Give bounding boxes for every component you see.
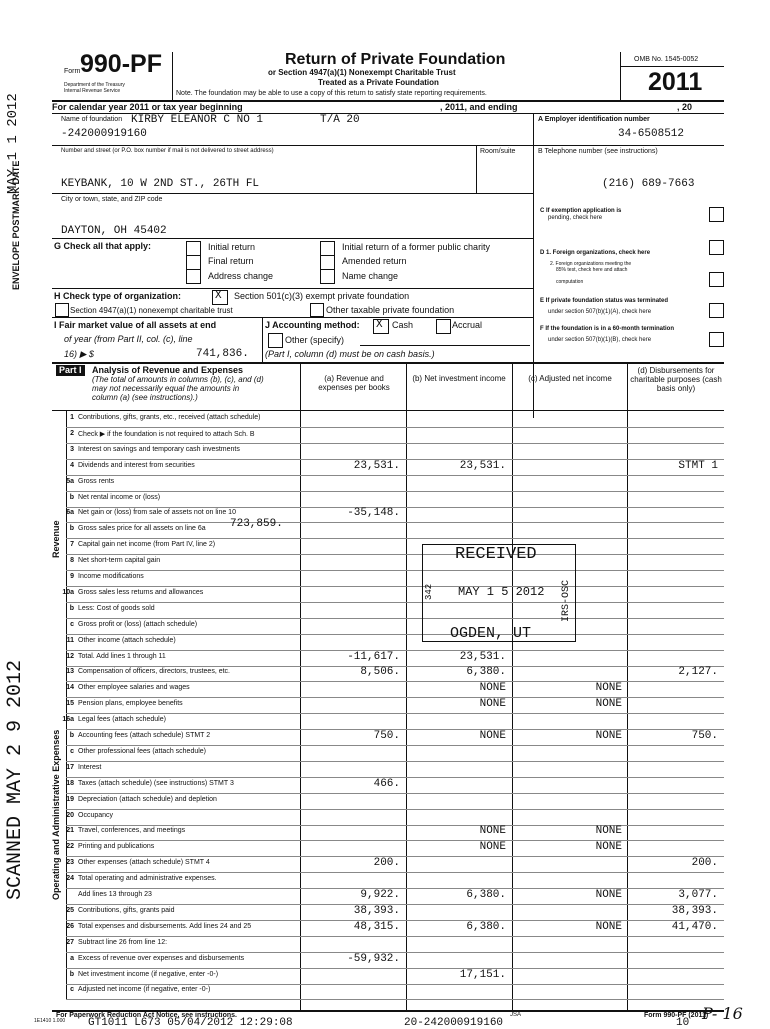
row-number: 11	[66, 637, 74, 644]
row-divider	[66, 634, 724, 635]
cell-b: 23,531.	[459, 651, 506, 663]
cell-b: 23,531.	[459, 460, 506, 472]
row-label: Net short-term capital gain	[78, 557, 161, 564]
cell-a: -59,932.	[347, 953, 400, 965]
form-ref: Form 990-PF (2011)	[644, 1012, 709, 1019]
cell-c: NONE	[595, 730, 622, 742]
jsa-label: JSA	[510, 1012, 522, 1018]
row-divider	[66, 522, 724, 523]
4947-label: Section 4947(a)(1) nonexempt charitable trust	[70, 306, 233, 315]
table-row	[60, 891, 300, 902]
row-number: 18	[66, 780, 74, 787]
f-label2: under section 507(b)(1)(B), check here	[548, 337, 652, 343]
row-label: Net investment income (if negative, enter -0-)	[78, 971, 219, 978]
city-label: City or town, state, and ZIP code	[61, 196, 163, 203]
c-label: C If exemption application is	[540, 208, 622, 214]
row-number: 17	[66, 764, 74, 771]
tax-year: 2011	[648, 68, 703, 96]
table-row	[60, 907, 300, 918]
footer-code-small: 1E1410 1.000	[34, 1018, 66, 1024]
row-label: Add lines 13 through 23	[78, 891, 152, 898]
name-label: Name of foundation	[61, 116, 123, 123]
row-number: 13	[66, 668, 74, 675]
d2-checkbox[interactable]	[709, 272, 724, 287]
room-label: Room/suite	[480, 148, 516, 155]
row-label: Depreciation (attach schedule) and depletion	[78, 796, 217, 803]
cell-b: 6,380.	[466, 921, 506, 933]
table-row	[60, 875, 300, 886]
cell-a: 9,922.	[360, 889, 400, 901]
stamp-right-code: IRS-OSC	[561, 579, 572, 622]
foundation-name-line2: -242000919160	[61, 128, 147, 140]
table-row	[60, 939, 300, 950]
row-label: Capital gain net income (from Part IV, line 2)	[78, 541, 216, 548]
row-number: 25	[66, 907, 74, 914]
e-label2: under section 507(b)(1)(A), check here	[548, 309, 652, 315]
row-label: Contributions, gifts, grants paid	[78, 907, 175, 914]
table-row	[60, 700, 300, 711]
cell-a: 466.	[373, 778, 400, 790]
amended-return-label: Amended return	[342, 256, 407, 266]
row-number: b	[69, 525, 74, 532]
row-label: Total. Add lines 1 through 11	[78, 653, 166, 660]
cash-label: Cash	[392, 320, 414, 330]
row-number: 12	[66, 653, 74, 660]
table-row	[60, 812, 300, 823]
part1-title: Analysis of Revenue and Expenses	[92, 365, 244, 375]
form-prefix: Form	[64, 68, 81, 75]
ein-label: A Employer identification number	[538, 116, 650, 123]
table-row	[60, 446, 300, 457]
envelope-postmark-label: ENVELOPE POSTMARK DATE	[11, 160, 21, 290]
e-label: E If private foundation status was terminated	[540, 298, 669, 304]
name-change-checkbox[interactable]	[320, 269, 335, 284]
i-line2: of year (from Part II, col. (c), line	[64, 334, 193, 344]
col-d-header: (d) Disbursements for charitable purposes (cash basis only)	[630, 366, 722, 393]
page-number: 10	[676, 1017, 690, 1029]
row-number: 2	[70, 430, 74, 437]
row-label: Other professional fees (attach schedule)	[78, 748, 207, 755]
side-expenses-label: Operating and Administrative Expenses	[51, 729, 61, 900]
table-row	[60, 859, 300, 870]
row-divider	[66, 840, 724, 841]
row-number: 8	[70, 557, 74, 564]
table-row	[60, 430, 300, 441]
row-label: Net rental income or (loss)	[78, 494, 161, 501]
table-row	[60, 462, 300, 473]
row-divider	[66, 475, 724, 476]
row-label: Net gain or (loss) from sale of assets not on line 10	[78, 509, 236, 516]
city-value: DAYTON, OH 45402	[61, 225, 167, 237]
row-label: Interest on savings and temporary cash investments	[78, 446, 240, 453]
row-label: Interest	[78, 764, 102, 771]
501c3-mark: X	[215, 290, 222, 302]
d1-checkbox[interactable]	[709, 240, 724, 255]
form-title: Return of Private Foundation	[285, 51, 506, 68]
table-row	[60, 780, 300, 791]
stamp-received: RECEIVED	[455, 545, 537, 564]
table-row	[60, 923, 300, 934]
row-label: Gross sales price for all assets on line 6a	[78, 525, 206, 532]
table-row	[60, 589, 300, 600]
row-number: 23	[66, 859, 74, 866]
cell-a: 200.	[373, 857, 400, 869]
row-number: 26	[66, 923, 74, 930]
cell-b: NONE	[479, 698, 506, 710]
d2-label-a: 2. Foreign organizations meeting the	[550, 261, 632, 267]
cell-a: 38,393.	[353, 905, 400, 917]
footer-line: GT1011 L673 05/04/2012 12:29:08	[88, 1017, 293, 1029]
row-number: 27	[66, 939, 74, 946]
table-row	[60, 748, 300, 759]
row-divider	[66, 713, 724, 714]
row-number: 20	[66, 812, 74, 819]
row-number: 15	[66, 700, 74, 707]
row-label: Gross sales less returns and allowances	[78, 589, 204, 596]
row-label: Adjusted net income (if negative, enter -0-)	[78, 986, 211, 993]
row-number: 16a	[62, 716, 74, 723]
g-label: G Check all that apply:	[54, 241, 152, 251]
row-divider	[66, 570, 724, 571]
row-number: c	[70, 621, 74, 628]
street-value: KEYBANK, 10 W 2ND ST., 26TH FL	[61, 178, 260, 190]
comma-20: , 20	[677, 102, 693, 112]
side-revenue-label: Revenue	[51, 520, 61, 558]
row-label: Taxes (attach schedule) (see instructions) STMT 3	[78, 780, 234, 787]
i-line1: I Fair market value of all assets at end	[54, 320, 217, 330]
cell-b: NONE	[479, 682, 506, 694]
e-checkbox[interactable]	[709, 303, 724, 318]
row-divider	[66, 745, 724, 746]
row-divider	[66, 761, 724, 762]
initial-return-checkbox[interactable]	[186, 241, 201, 256]
cell-b: 17,151.	[459, 969, 506, 981]
row-number: b	[69, 732, 74, 739]
c-label2: pending, check here	[548, 215, 603, 221]
form-note: Note. The foundation may be able to use a copy of this return to satisfy state reporting requirements.	[176, 90, 487, 97]
row-label: Accounting fees (attach schedule) STMT 2	[78, 732, 211, 739]
ein-value: 34-6508512	[618, 128, 685, 140]
cell-d: 750.	[691, 730, 718, 742]
row-number: c	[70, 748, 74, 755]
cell-d: 200.	[691, 857, 718, 869]
d1-label: D 1. Foreign organizations, check here	[540, 250, 651, 256]
amended-return-checkbox[interactable]	[320, 255, 335, 270]
cell-c: NONE	[595, 921, 622, 933]
d2-label-b: 85% test, check here and attach	[556, 267, 628, 273]
row-number: 9	[70, 573, 74, 580]
col-a-header: (a) Revenue and expenses per books	[318, 374, 390, 392]
row-label: Gross profit or (loss) (attach schedule)	[78, 621, 198, 628]
table-row	[60, 621, 300, 632]
former-charity-label: Initial return of a former public charity	[342, 242, 491, 252]
row-label: Compensation of officers, directors, trustees, etc.	[78, 668, 230, 675]
cell-b: 6,380.	[466, 666, 506, 678]
row-label: Excess of revenue over expenses and disbursements	[78, 955, 245, 962]
row-number: 3	[70, 446, 74, 453]
cell-c: NONE	[595, 682, 622, 694]
row-label: Dividends and interest from securities	[78, 462, 195, 469]
name-change-label: Name change	[342, 271, 399, 281]
other-method-label: Other (specify)	[285, 335, 345, 345]
row-number: 22	[66, 843, 74, 850]
part1-desc3: column (a) (see instructions).)	[92, 393, 198, 402]
row-number: 14	[66, 684, 74, 691]
cell-b: NONE	[479, 841, 506, 853]
handwritten-page: P- 16	[702, 1004, 743, 1023]
form-subtitle2: Treated as a Private Foundation	[318, 78, 439, 87]
other-taxable-checkbox[interactable]	[310, 303, 324, 317]
accrual-checkbox[interactable]	[436, 319, 451, 334]
row-label: Pension plans, employee benefits	[78, 700, 183, 707]
former-charity-checkbox[interactable]	[320, 241, 335, 256]
row-number: b	[69, 971, 74, 978]
row-label: Less: Cost of goods sold	[78, 605, 155, 612]
street-label: Number and street (or P.O. box number if mail is not delivered to street address)	[61, 148, 274, 154]
row-divider	[66, 554, 724, 555]
j-label: J Accounting method:	[265, 320, 360, 330]
row-label: Travel, conferences, and meetings	[78, 827, 186, 834]
row-label: Income modifications	[78, 573, 144, 580]
table-row	[60, 764, 300, 775]
address-change-checkbox[interactable]	[186, 269, 201, 284]
final-return-checkbox[interactable]	[186, 255, 201, 270]
row-divider	[66, 602, 724, 603]
row-divider	[66, 825, 724, 826]
row-number: 6a	[66, 509, 74, 516]
scanned-stamp: SCANNED MAY 2 9 2012	[4, 659, 27, 900]
fair-market-value: 741,836.	[196, 348, 249, 360]
table-row	[60, 478, 300, 489]
row-number: 19	[66, 796, 74, 803]
row-divider	[66, 427, 724, 428]
part1-desc1: (The total of amounts in columns (b), (c), and (d)	[92, 375, 264, 384]
row-label: Other expenses (attach schedule) STMT 4	[78, 859, 210, 866]
row-divider	[66, 936, 724, 937]
h-label: H Check type of organization:	[54, 291, 182, 301]
row-label: Subtract line 26 from line 12:	[78, 939, 168, 946]
cell-b: NONE	[479, 825, 506, 837]
row-divider	[66, 443, 724, 444]
4947-checkbox[interactable]	[55, 303, 69, 317]
omb-number: OMB No. 1545-0052	[634, 56, 699, 63]
row-number: b	[69, 494, 74, 501]
part1-badge: Part I	[56, 365, 85, 376]
row-number: 4	[70, 462, 74, 469]
row-divider	[66, 984, 724, 985]
stamp-left-code: 342	[424, 583, 434, 600]
initial-return-label: Initial return	[208, 242, 256, 252]
cell-d: 38,393.	[671, 905, 718, 917]
row-number: 7	[70, 541, 74, 548]
col-b-header: (b) Net investment income	[412, 374, 506, 383]
row-label: Check ▶ if the foundation is not required to attach Sch. B	[78, 431, 255, 438]
cell-c: NONE	[595, 841, 622, 853]
table-row	[60, 414, 300, 425]
table-row	[60, 605, 300, 616]
row-number: c	[70, 986, 74, 993]
postmark-date: MAY 1 1 2012	[5, 93, 21, 194]
table-row	[60, 843, 300, 854]
cell-a: 8,506.	[360, 666, 400, 678]
table-row	[60, 541, 300, 552]
f-checkbox[interactable]	[709, 332, 724, 347]
row-number: 21	[66, 827, 74, 834]
row-label: Contributions, gifts, grants, etc., received (attach schedule)	[78, 414, 261, 421]
table-row	[60, 668, 300, 679]
row-number: a	[70, 955, 74, 962]
row-divider	[66, 697, 724, 698]
cell-a: 48,315.	[353, 921, 400, 933]
stamp-city: OGDEN, UT	[450, 625, 532, 642]
row-label: Other income (attach schedule)	[78, 637, 176, 644]
row-label: Other employee salaries and wages	[78, 684, 190, 691]
row-divider	[66, 872, 724, 873]
501c3-label: Section 501(c)(3) exempt private foundation	[234, 291, 410, 301]
row-label: Total operating and administrative expenses.	[78, 875, 217, 882]
row-number: 10a	[62, 589, 74, 596]
cell-d: 2,127.	[678, 666, 718, 678]
cell-d: 41,470.	[671, 921, 718, 933]
d2-label-c: computation	[556, 279, 584, 285]
stamp-date: MAY 1 5 2012	[458, 585, 545, 599]
row-divider	[66, 809, 724, 810]
cell-a: 23,531.	[353, 460, 400, 472]
cell-b: NONE	[479, 730, 506, 742]
row-divider	[66, 618, 724, 619]
dept-line2: Internal Revenue Service	[64, 88, 121, 94]
other-method-checkbox[interactable]	[268, 333, 283, 348]
row-divider	[66, 491, 724, 492]
row-divider	[66, 538, 724, 539]
phone-label: B Telephone number (see instructions)	[538, 148, 658, 155]
cell-a: -11,617.	[347, 651, 400, 663]
f-label: F If the foundation is in a 60-month termination	[540, 326, 675, 332]
table-row	[60, 557, 300, 568]
table-row	[60, 971, 300, 982]
table-row	[60, 637, 300, 648]
table-row	[60, 955, 300, 966]
row-divider	[66, 586, 724, 587]
cell-a: -35,148.	[347, 507, 400, 519]
phone-value: (216) 689-7663	[602, 178, 695, 190]
table-row	[60, 827, 300, 838]
table-row	[60, 573, 300, 584]
row-number: b	[69, 605, 74, 612]
cell-a: 750.	[373, 730, 400, 742]
cell-d: 3,077.	[678, 889, 718, 901]
footer-id: 20-242000919160	[404, 1017, 504, 1029]
form-subtitle1: or Section 4947(a)(1) Nonexempt Charitable Trust	[268, 68, 456, 77]
cell-c: NONE	[595, 825, 622, 837]
part1-desc2: may not necessarily equal the amounts in	[92, 384, 240, 393]
cell-c: NONE	[595, 698, 622, 710]
cell-d: STMT 1	[678, 460, 718, 472]
calendar-year-label: For calendar year 2011 or tax year beginning	[52, 102, 243, 112]
and-ending-label: , 2011, and ending	[440, 102, 518, 112]
dept-line1: Department of the Treasury	[64, 82, 125, 88]
row-number: 24	[66, 875, 74, 882]
row-divider	[66, 999, 724, 1000]
row-number: 1	[70, 414, 74, 421]
form-number: 990-PF	[80, 50, 162, 78]
table-row	[60, 986, 300, 997]
row-divider	[66, 968, 724, 969]
i-line3: 16) ▶ $	[64, 349, 94, 359]
row-divider	[66, 793, 724, 794]
j-note: (Part I, column (d) must be on cash basis.)	[265, 349, 435, 359]
row-label: Legal fees (attach schedule)	[78, 716, 166, 723]
cell-c: NONE	[595, 889, 622, 901]
paperwork-notice: For Paperwork Reduction Act Notice, see instructions.	[56, 1012, 237, 1019]
table-row	[60, 494, 300, 505]
cell-b: 6,380.	[466, 889, 506, 901]
table-row	[60, 732, 300, 743]
row-label: Total expenses and disbursements. Add lines 24 and 25	[78, 923, 252, 930]
final-return-label: Final return	[208, 256, 254, 266]
table-row	[60, 796, 300, 807]
row-label: Occupancy	[78, 812, 114, 819]
address-change-label: Address change	[208, 271, 274, 281]
row-number: 5a	[66, 478, 74, 485]
col-c-header: (c) Adjusted net income	[528, 374, 612, 383]
table-row	[60, 653, 300, 664]
accrual-label: Accrual	[452, 320, 483, 330]
gross-sales-value: 723,859.	[230, 518, 283, 530]
cash-mark: X	[376, 319, 383, 331]
row-divider	[66, 681, 724, 682]
other-taxable-label: Other taxable private foundation	[326, 305, 455, 315]
table-row	[60, 716, 300, 727]
row-label: Gross rents	[78, 478, 115, 485]
foundation-name: KIRBY ELEANOR C NO 1	[131, 114, 264, 126]
c-checkbox[interactable]	[709, 207, 724, 222]
row-label: Printing and publications	[78, 843, 155, 850]
foundation-name-suffix: T/A 20	[320, 114, 360, 126]
table-row	[60, 684, 300, 695]
